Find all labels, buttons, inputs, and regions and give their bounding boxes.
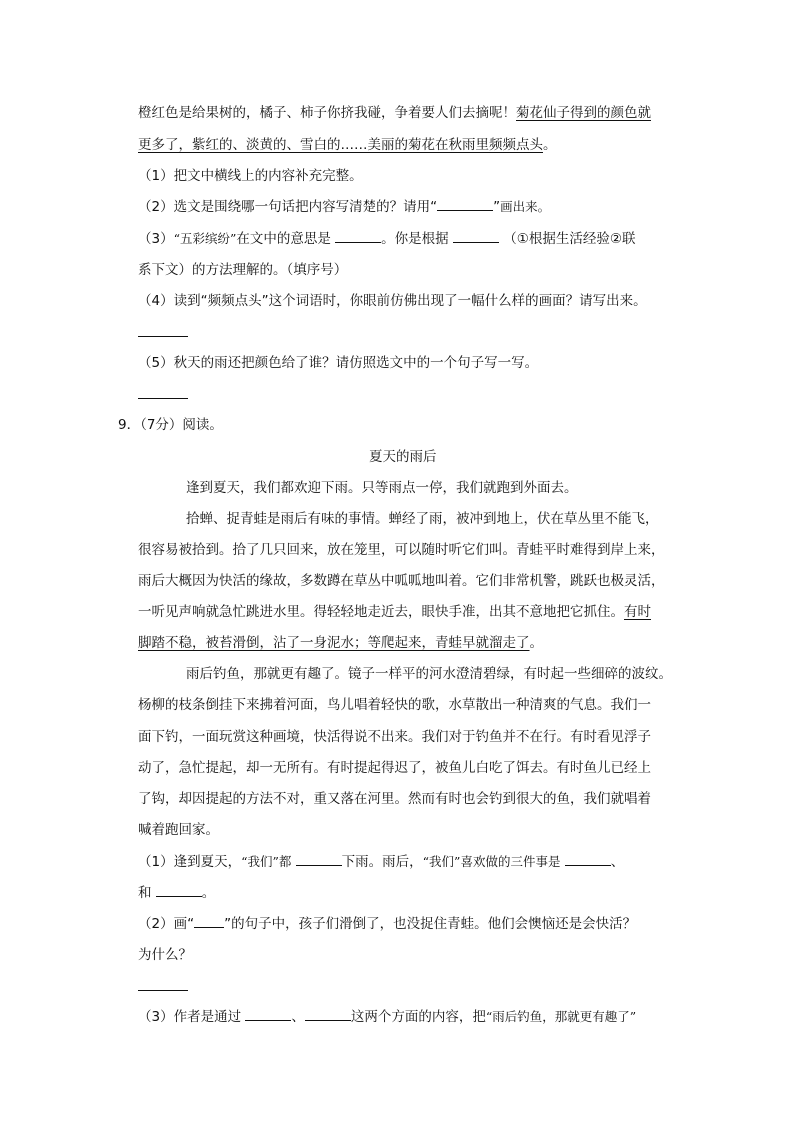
answer-blank[interactable]: [245, 1008, 291, 1021]
underlined-sentence-cont: 脚踏不稳，被苔滑倒，沾了一身泥水；等爬起来，青蛙早就溜走了: [138, 635, 530, 651]
reading-para-1: 逢到夏天，我们都欢迎下雨。只等雨点一停，我们就跑到外面去。: [186, 480, 578, 496]
reading-para-3-l6: 喊着跑回家。: [138, 822, 219, 838]
answer-blank[interactable]: [565, 853, 611, 866]
q8-sub3: （3）“五彩缤纷”在文中的意思是 。你是根据 （①根据生活经验②联: [138, 231, 636, 247]
q8-sub5: （5）秋天的雨还把颜色给了谁？请仿照选文中的一个句子写一写。: [138, 355, 539, 371]
q8-sub4: （4）读到“频频点头”这个词语时，你眼前仿佛出现了一幅什么样的画面？请写出来。: [138, 293, 647, 309]
answer-blank[interactable]: [335, 230, 381, 243]
reading-para-2-l5: 脚踏不稳，被苔滑倒，沾了一身泥水；等爬起来，青蛙早就溜走了。: [138, 635, 543, 651]
reading-title: 夏天的雨后: [369, 449, 437, 465]
q9-sub3: （3）作者是通过 、 这两个方面的内容，把“雨后钓鱼，那就更有趣了”: [138, 1009, 637, 1025]
q8-sub3-cont: 系下文）的方法理解的。（填序号）: [138, 262, 348, 278]
reading-para-2-l3: 雨后大概因为快活的缘故，多数蹲在草丛中呱呱地叫着。它们非常机警，跳跃也极灵活，: [138, 573, 665, 589]
reading-para-3-l5: 了钩，却因提起的方法不对，重又落在河里。然而有时也会钓到很大的鱼，我们就唱着: [138, 791, 651, 807]
reading-para-2-l2: 很容易被拾到。拾了几只回来，放在笼里，可以随时听它们叫。青蛙平时难得到岸上来，: [138, 542, 665, 558]
answer-line[interactable]: [138, 990, 188, 991]
answer-line[interactable]: [138, 398, 188, 399]
q9-sub2-cont: 为什么？: [138, 947, 192, 963]
answer-blank[interactable]: [437, 198, 493, 211]
answer-line[interactable]: [138, 336, 188, 337]
answer-blank[interactable]: [296, 853, 342, 866]
q9-header: 9．（7分）阅读。: [118, 417, 223, 433]
q8-sub1: （1）把文中横线上的内容补充完整。: [138, 168, 363, 184]
answer-blank[interactable]: [453, 230, 499, 243]
reading-para-2-l4: 一听见声响就急忙跳进水里。得轻轻地走近去，眼快手准，出其不意地把它抓住。有时: [138, 604, 651, 620]
passage-line-2: 更多了，紫红的、淡黄的、雪白的……美丽的菊花在秋雨里频频点头。: [138, 137, 557, 153]
passage-line-1: 橙红色是给果树的，橘子、柿子你挤我碰，争着要人们去摘呢！菊花仙子得到的颜色就: [138, 105, 651, 121]
reading-para-3-l2: 杨柳的枝条倒挂下来拂着河面，鸟儿唱着轻快的歌，水草散出一种清爽的气息。我们一: [138, 697, 651, 713]
underlined-sentence: 有时: [624, 604, 651, 620]
q9-sub2: （2）画“ ”的句子中，孩子们滑倒了，也没捉住青蛙。他们会懊恼还是会快活？: [138, 916, 637, 932]
q8-sub2: （2）选文是围绕哪一句话把内容写清楚的？请用“ ”画出来。: [138, 199, 551, 215]
answer-blank[interactable]: [156, 884, 202, 897]
underlined-sentence: 菊花仙子得到的颜色就: [516, 105, 651, 121]
answer-blank[interactable]: [305, 1008, 351, 1021]
q9-sub1: （1）逢到夏天，“我们”都 下雨。雨后，“我们”喜欢做的三件事是 、: [138, 854, 625, 870]
answer-blank[interactable]: [194, 915, 224, 928]
reading-para-3-l3: 面下钓，一面玩赏这种画境，快活得说不出来。我们对于钓鱼并不在行。有时看见浮子: [138, 729, 651, 745]
reading-para-3-l1: 雨后钓鱼，那就更有趣了。镜子一样平的河水澄清碧绿，有时起一些细碎的波纹。: [186, 666, 672, 682]
reading-para-2-l1: 拾蝉、捉青蛙是雨后有味的事情。蝉经了雨，被冲到地上，伏在草丛里不能飞，: [186, 511, 659, 527]
q9-sub1-cont: 和 。: [138, 885, 216, 901]
reading-para-3-l4: 动了，急忙提起，却一无所有。有时提起得迟了，被鱼儿白吃了饵去。有时鱼儿已经上: [138, 760, 651, 776]
underlined-sentence-cont: 更多了，紫红的、淡黄的、雪白的……美丽的菊花在秋雨里频频点头: [138, 137, 543, 153]
